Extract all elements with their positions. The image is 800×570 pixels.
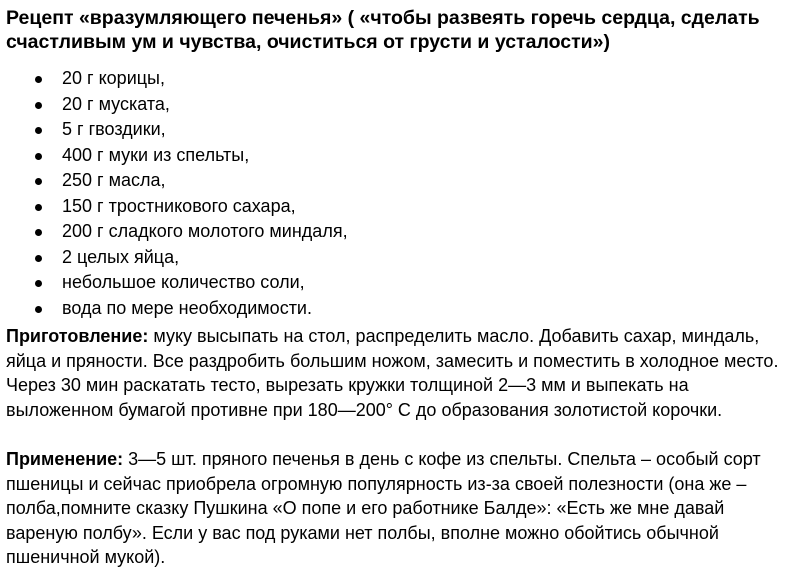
usage-text: 3—5 шт. пряного печенья в день с кофе из спельты. Спельта – особый сорт пшеницы и сейчас приобрела огромную популярность из-за своей полезности (она же – полба,помните сказку Пушкина «О попе и его работнике Балде»: «Есть же мне давай вареную полбу». Если у вас под руками нет полбы, вполне можно обойтись обычной пшеничной мукой). bbox=[6, 449, 761, 567]
ingredient-item: 150 г тростникового сахара, bbox=[62, 194, 800, 220]
ingredient-item: 20 г корицы, bbox=[62, 66, 800, 92]
usage-label: Применение: bbox=[6, 449, 124, 469]
preparation-paragraph bbox=[6, 324, 796, 422]
preparation-label: Приготовление: bbox=[6, 326, 149, 346]
ingredient-item: 200 г сладкого молотого миндаля, bbox=[62, 219, 800, 245]
recipe-title: Рецепт «вразумляющего печенья» ( «чтобы развеять горечь сердца, сделать счастливым ум и чувства, очиститься от грусти и усталости») bbox=[6, 7, 760, 53]
ingredient-item: 250 г масла, bbox=[62, 168, 800, 194]
preparation-text: муку высыпать на стол, распределить масло. Добавить сахар, миндаль, яйца и пряности. Все раздробить большим ножом, замесить и поместить в холодное место. Через 30 мин раскатать тесто, вырезать кружки толщиной 2—3 мм и выпекать на выложенном бумагой противне при 180—200° С до образования золотистой корочки. bbox=[6, 326, 779, 420]
ingredient-item: 400 г муки из спельты, bbox=[62, 143, 800, 169]
ingredient-item: 20 г муската, bbox=[62, 92, 800, 118]
ingredient-item: вода по мере необходимости. bbox=[62, 296, 800, 322]
ingredient-item: 2 целых яйца, bbox=[62, 245, 800, 271]
ingredients-list bbox=[6, 66, 800, 321]
ingredient-item: небольшое количество соли, bbox=[62, 270, 800, 296]
ingredient-item: 5 г гвоздики, bbox=[62, 117, 800, 143]
usage-paragraph bbox=[6, 447, 796, 570]
